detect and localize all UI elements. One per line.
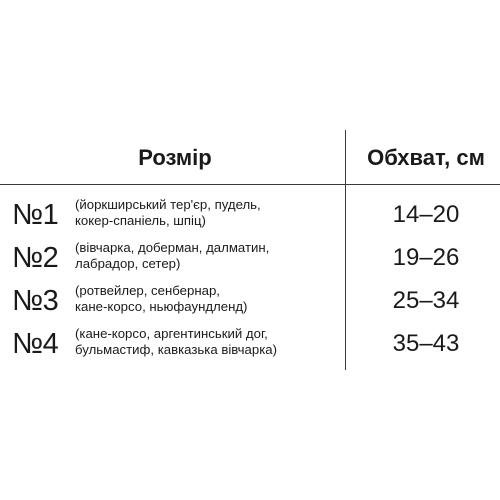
table-row xyxy=(0,324,500,374)
breed-list-line: (вівчарка, доберман, далматин, xyxy=(75,240,270,255)
size-number: №4 xyxy=(12,328,59,360)
size-number: №2 xyxy=(12,242,59,274)
breed-list-line: лабрадор, сетер) xyxy=(75,256,181,271)
girth-range: 14–20 xyxy=(392,201,460,228)
breed-list xyxy=(75,283,340,315)
header-size: Розмір xyxy=(138,145,212,170)
breed-list-line: (кане-корсо, аргентинський дог, xyxy=(75,326,268,341)
breed-list xyxy=(75,240,340,272)
header-divider xyxy=(0,184,500,185)
breed-list-line: (йоркширський тер'єр, пудель, xyxy=(75,197,261,212)
breed-list-line: кокер-спаніель, шпіц) xyxy=(75,213,206,228)
breed-list-line: бульмастиф, кавказька вівчарка) xyxy=(75,342,278,357)
breed-list xyxy=(75,326,340,358)
breed-list xyxy=(75,197,340,229)
girth-range: 35–43 xyxy=(392,330,460,357)
breed-list-line: (ротвейлер, сенбернар, xyxy=(75,283,220,298)
size-number: №3 xyxy=(12,285,59,317)
girth-range: 25–34 xyxy=(392,287,460,314)
breed-list-line: кане-корсо, ньюфаундленд) xyxy=(75,299,248,314)
header-girth: Обхват, см xyxy=(367,145,485,170)
size-number: №1 xyxy=(12,199,59,231)
girth-range: 19–26 xyxy=(392,244,460,271)
